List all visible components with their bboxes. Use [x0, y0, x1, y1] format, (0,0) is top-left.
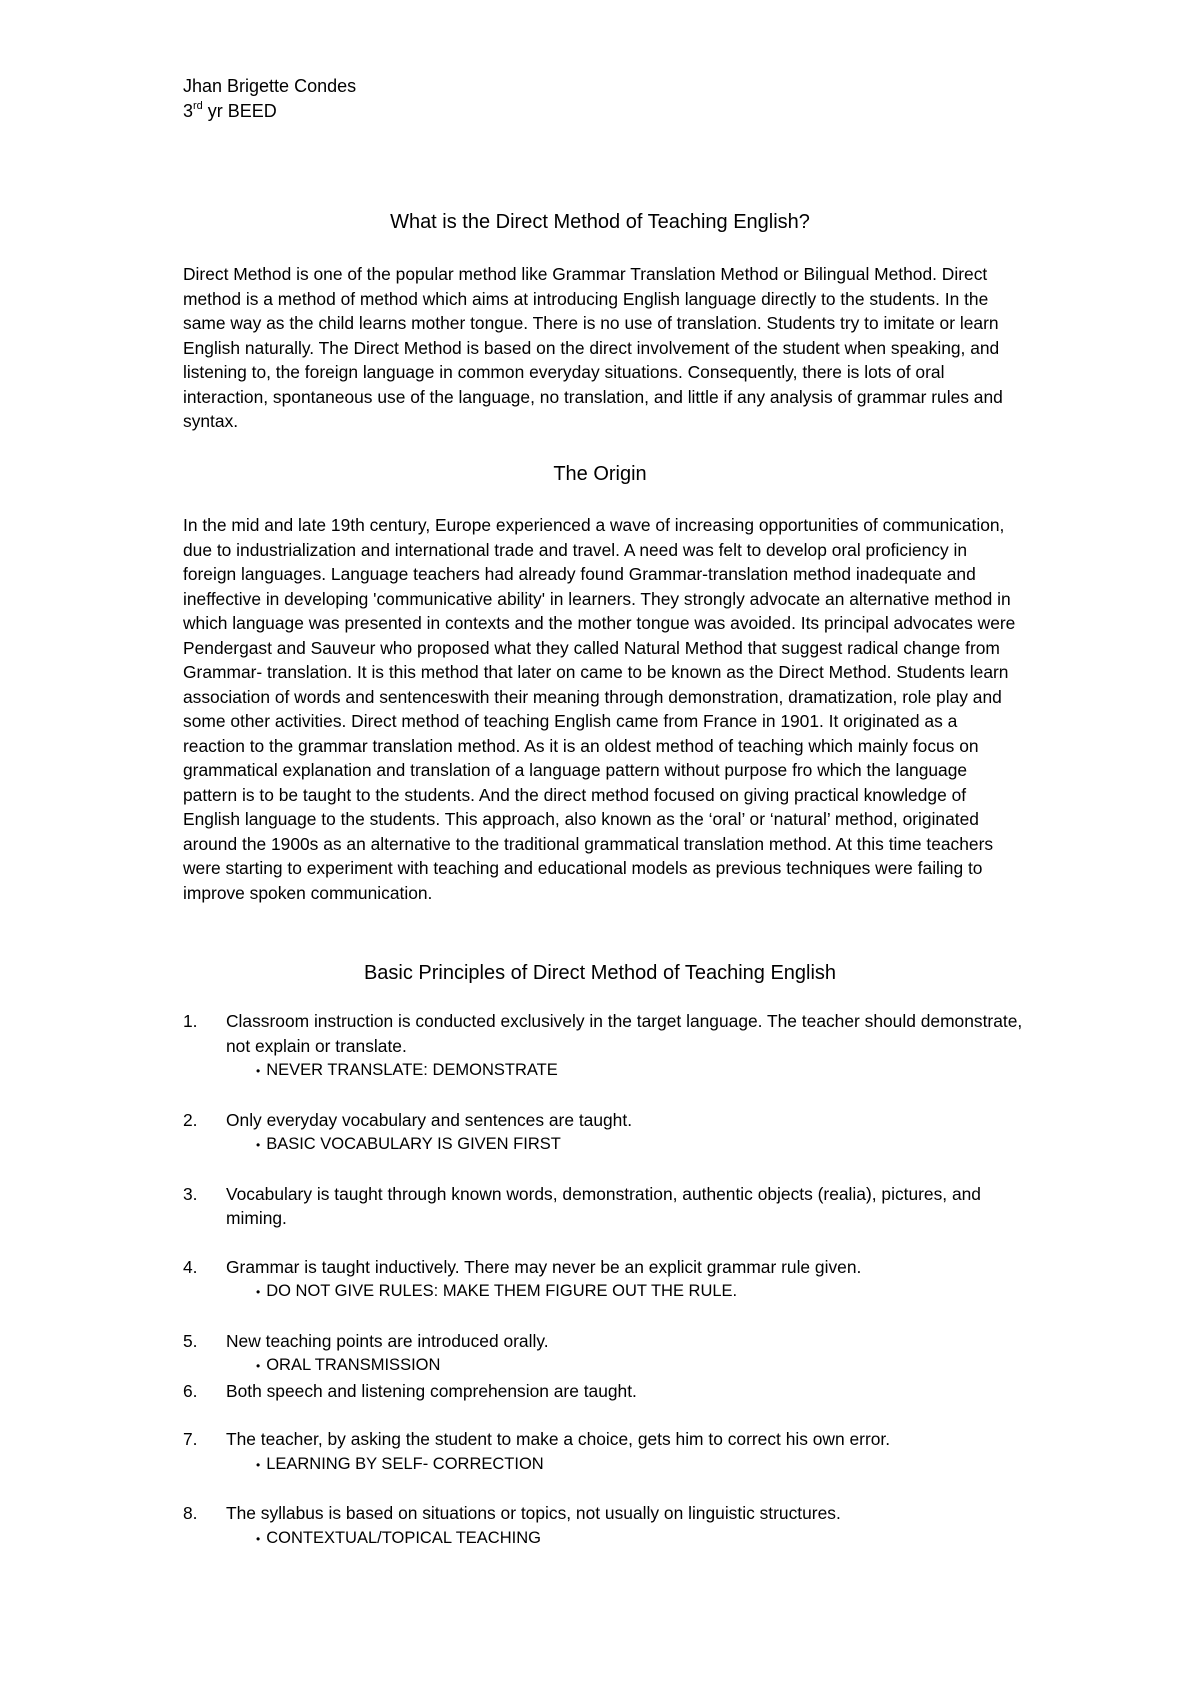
spacer — [183, 1158, 1023, 1182]
section-body-direct-method: Direct Method is one of the popular method like Grammar Translation Method or Bilingual Method. Direct method is a method of method which aims at introducing English language directly to the students. In the same way as the child learns mother tongue. There is no use of translation. Students try to imitate or learn English naturally. The Direct Method is based on the direct involvement of the student when speaking, and listening to, the foreign language in common everyday situations. Consequently, there is lots of oral interaction, spontaneous use of the language, no translation, and little if any analysis of grammar rules and syntax. — [183, 264, 1003, 431]
item-number: 8. — [183, 1503, 198, 1523]
bullet-icon: • — [256, 1285, 261, 1299]
section-body-origin: In the mid and late 19th century, Europe experienced a wave of increasing opportunities of communication, due to industrialization and international trade and travel. A need was felt to develop oral proficiency in foreign languages. Language teachers had already found Grammar-translation method inadequate and ineffective in developing 'communicative ability' in learners. They strongly advocate an alternative method in which language was presented in contexts and the mother tongue was avoided. Its principal advocates were Pendergast and Sauveur who proposed what they called Natural Method that suggest radical change from Grammar- translation. It is this method that later on came to be known as the Direct Method. Students learn association of words and sentenceswith their meaning through demonstration, dramatization, role play and some other activities. Direct method of teaching English came from France in 1901. It originated as a reaction to the grammar translation method. As it is an oldest method of teaching which mainly focus on grammatical explanation and translation of a language pattern without purpose fro which the language pattern is to be taught to the students. And the direct method focused on giving practical knowledge of English language to the students. This approach, also known as the ‘oral’ or ‘natural’ method, originated around the 1900s as an alternative to the traditional grammatical translation method. At this time teachers were starting to experiment with teaching and educational models as previous techniques were failing to improve spoken communication. — [183, 515, 1016, 903]
item-subpoint — [226, 1058, 1023, 1084]
item-number: 6. — [183, 1380, 198, 1401]
subpoint-text: NEVER TRANSLATE: DEMONSTRATE — [266, 1061, 558, 1079]
principle-item — [183, 1427, 1023, 1477]
item-subpoint — [226, 1452, 1023, 1478]
item-subpoint — [226, 1132, 1023, 1158]
year-number: 3 — [183, 101, 194, 121]
bullet-icon: • — [256, 1457, 261, 1472]
year-course: yr BEED — [202, 101, 277, 121]
item-number: 3. — [183, 1183, 198, 1204]
spacer — [183, 1084, 1023, 1108]
item-text: The teacher, by asking the student to make a choice, gets him to correct his own error. — [226, 1429, 891, 1449]
item-number: 7. — [183, 1429, 198, 1449]
principles-list — [183, 1009, 1023, 1551]
spacer — [183, 1231, 1023, 1255]
principle-item — [183, 1329, 1023, 1379]
item-subpoint — [226, 1353, 1023, 1379]
spacer — [183, 1305, 1023, 1329]
bullet-icon: • — [256, 1531, 261, 1546]
author-year — [183, 99, 356, 124]
bullet-icon: • — [256, 1064, 261, 1078]
item-text: Only everyday vocabulary and sentences are taught. — [226, 1109, 633, 1130]
spacer — [183, 1403, 1023, 1427]
item-text: The syllabus is based on situations or topics, not usually on linguistic structures. — [226, 1503, 841, 1523]
bullet-icon: • — [256, 1138, 261, 1152]
author-block — [183, 74, 356, 124]
item-text: Grammar is taught inductively. There may never be an explicit grammar rule given. — [226, 1256, 862, 1277]
subpoint-text: DO NOT GIVE RULES: MAKE THEM FIGURE OUT THE RULE. — [266, 1282, 738, 1300]
item-text: Classroom instruction is conducted exclusively in the target language. The teacher should demonstrate, not explain or translate. — [226, 1011, 1023, 1056]
year-superscript: rd — [193, 100, 203, 112]
item-number: 4. — [183, 1256, 198, 1277]
principle-item — [183, 1182, 1023, 1231]
bullet-icon: • — [256, 1359, 261, 1373]
item-number: 2. — [183, 1109, 198, 1130]
principle-item — [183, 1009, 1023, 1084]
principle-item — [183, 1108, 1023, 1158]
spacer — [183, 1477, 1023, 1501]
item-text: New teaching points are introduced orally. — [226, 1330, 549, 1351]
subpoint-text: CONTEXTUAL/TOPICAL TEACHING — [266, 1528, 541, 1547]
section-title-principles: Basic Principles of Direct Method of Teaching English — [363, 962, 837, 984]
subpoint-text: LEARNING BY SELF- CORRECTION — [266, 1454, 544, 1473]
item-text: Both speech and listening comprehension are taught. — [226, 1380, 637, 1401]
subpoint-text: BASIC VOCABULARY IS GIVEN FIRST — [266, 1135, 561, 1153]
subpoint-text: ORAL TRANSMISSION — [266, 1356, 441, 1374]
principle-item — [183, 1501, 1023, 1551]
item-subpoint — [226, 1279, 1023, 1305]
author-name: Jhan Brigette Condes — [183, 76, 357, 96]
item-number: 1. — [183, 1011, 198, 1031]
section-title-origin: The Origin — [553, 463, 647, 485]
principle-item — [183, 1255, 1023, 1305]
item-subpoint — [226, 1526, 1023, 1552]
principle-item — [183, 1379, 1023, 1404]
section-title-direct-method: What is the Direct Method of Teaching English? — [390, 211, 810, 233]
item-text: Vocabulary is taught through known words, demonstration, authentic objects (realia), pictures, and miming. — [226, 1183, 981, 1228]
item-number: 5. — [183, 1330, 198, 1351]
